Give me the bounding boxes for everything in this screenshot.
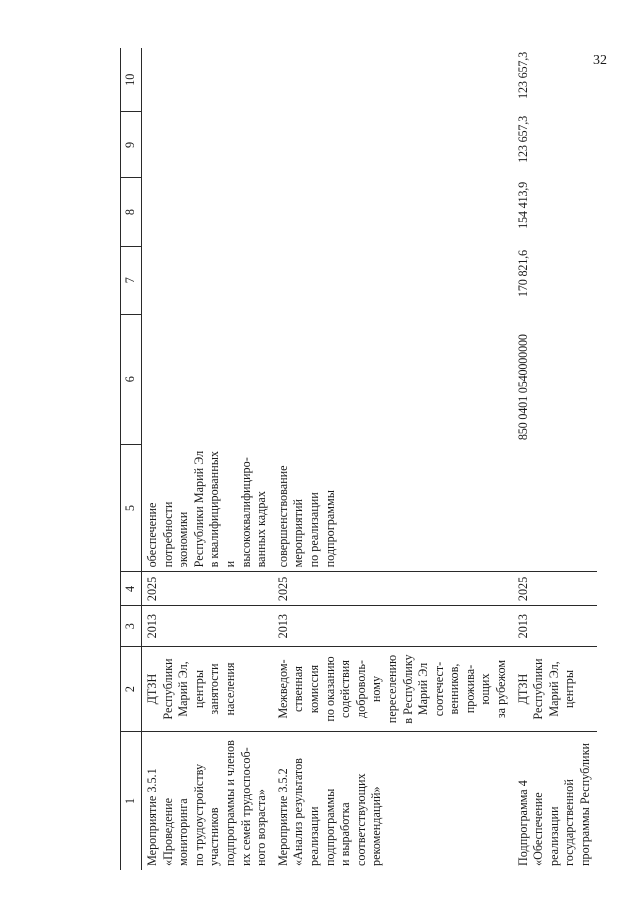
value-col-8 <box>142 178 273 246</box>
value-col-9: 123 657,3 <box>515 115 530 163</box>
column-number-row <box>121 48 142 870</box>
executor: Межведом- ственная комиссия по оказанию содействия доброволь- ному переселению в Республику Марий Эл соотечест- венников, прожива- ющих за рубежом <box>275 654 509 724</box>
value-col-9 <box>273 112 513 178</box>
start-year: 2013 <box>513 606 597 646</box>
column-number-2: 2 <box>121 646 142 731</box>
column-number-6: 6 <box>121 314 142 444</box>
measure-name-cell <box>142 732 273 870</box>
column-number-3: 3 <box>121 606 142 646</box>
column-number-10: 10 <box>121 48 142 112</box>
expected-result: совершенствование мероприятий по реализации подпрограммы <box>275 465 337 568</box>
table-row <box>273 48 513 870</box>
executor-cell <box>142 646 273 731</box>
value-col-7: 170 821,6 <box>515 250 530 298</box>
column-number-1: 1 <box>121 732 142 870</box>
executor-cell <box>513 646 597 731</box>
column-number-9: 9 <box>121 112 142 178</box>
end-year: 2025 <box>513 572 597 606</box>
start-year: 2013 <box>273 606 513 646</box>
page-number: 32 <box>593 53 607 68</box>
budget-code <box>273 314 513 444</box>
table-row <box>142 48 273 870</box>
value-col-10 <box>142 48 273 112</box>
program-measures-table <box>120 48 597 870</box>
column-number-4: 4 <box>121 572 142 606</box>
column-number-5: 5 <box>121 444 142 572</box>
measure-name-cell <box>513 732 597 870</box>
measure-name: Мероприятие 3.5.2 «Анализ результатов реализации подпрограммы и выработка соответствующих рекомендаций» <box>275 758 384 866</box>
value-col-7 <box>142 246 273 314</box>
executor-cell <box>273 646 513 731</box>
value-col-10: 123 657,3 <box>515 52 530 99</box>
value-col-8: 154 413,9 <box>515 181 530 229</box>
expected-result-cell <box>513 444 597 572</box>
start-year: 2013 <box>142 606 273 646</box>
executor: ДТЗН Республики Марий Эл, центры <box>515 658 577 720</box>
rotated-table-container <box>120 48 593 870</box>
table-row <box>513 48 597 870</box>
column-number-7: 7 <box>121 246 142 314</box>
end-year: 2025 <box>142 572 273 606</box>
measure-name: Подпрограмма 4 «Обеспечение реализации государственной программы Республики <box>515 742 593 866</box>
value-col-7 <box>273 246 513 314</box>
expected-result-cell <box>142 444 273 572</box>
value-col-9 <box>142 112 273 178</box>
value-col-8 <box>273 178 513 246</box>
measure-name: Мероприятие 3.5.1 «Проведение мониторинга по трудоустройству участников подпрограммы и членов их семей трудоспособ- ного возраста» <box>145 740 269 866</box>
end-year: 2025 <box>273 572 513 606</box>
budget-code <box>142 314 273 444</box>
value-col-10 <box>273 48 513 112</box>
expected-result: обеспечение потребности экономики Республики Марий Эл в квалифицированных и высококвалифициро- ванных кадрах <box>145 450 269 568</box>
column-number-8: 8 <box>121 178 142 246</box>
budget-code: 850 0401 0540000000 <box>515 334 530 441</box>
expected-result-cell <box>273 444 513 572</box>
measure-name-cell <box>273 732 513 870</box>
executor: ДТЗН Республики Марий Эл, центры занятости населения <box>145 658 237 720</box>
